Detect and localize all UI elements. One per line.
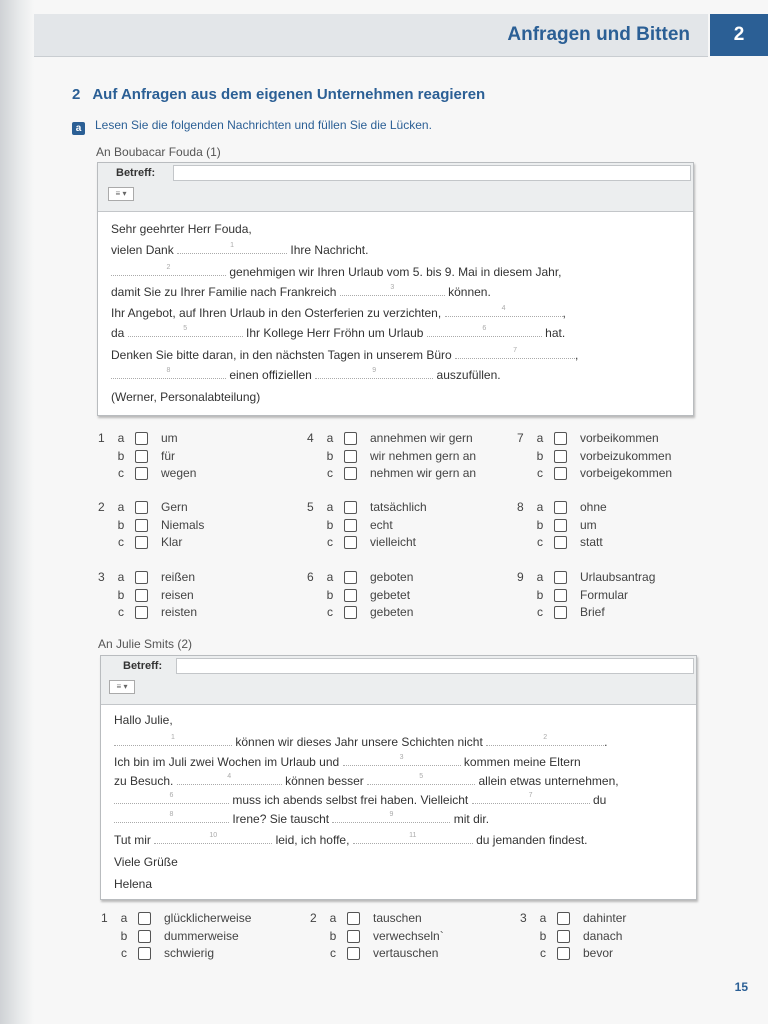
- mail1-question-7: [517, 430, 717, 484]
- mail2-text: .: [604, 735, 608, 749]
- mail2-subject-input[interactable]: [176, 658, 694, 674]
- option-text: vielleicht: [370, 535, 417, 549]
- option-checkbox[interactable]: [138, 912, 151, 925]
- option-checkbox[interactable]: [557, 947, 570, 960]
- option-text: Gern: [161, 500, 188, 514]
- mail1-line7: [111, 368, 501, 382]
- answer-option-b: [517, 448, 717, 465]
- option-checkbox[interactable]: [344, 589, 357, 602]
- mail1-gap-8[interactable]: [111, 368, 226, 379]
- mail1-gap-3[interactable]: [340, 285, 445, 296]
- option-letter: c: [327, 466, 333, 480]
- task-text: Lesen Sie die folgenden Nachrichten und füllen Sie die Lücken.: [95, 118, 432, 132]
- mail2-gap-5[interactable]: [367, 774, 475, 785]
- mail1-gap-4[interactable]: [445, 306, 563, 317]
- mail1-question-5: [307, 499, 507, 553]
- mail2-closing: Viele Grüße: [114, 855, 178, 869]
- option-text: gebetet: [370, 587, 411, 602]
- option-checkbox[interactable]: [344, 450, 357, 463]
- question-number: 4: [307, 431, 314, 445]
- page-number: 15: [734, 980, 748, 994]
- question-number: 3: [520, 911, 527, 925]
- option-checkbox[interactable]: [138, 947, 151, 960]
- mail1-line6: [111, 348, 578, 362]
- option-text: reisten: [161, 605, 198, 619]
- answer-option-b: [517, 587, 717, 604]
- option-text: vorbeigekommen: [580, 466, 673, 480]
- answer-option-c: [517, 534, 717, 551]
- gap-number: 7: [528, 792, 533, 799]
- option-letter: b: [329, 928, 337, 943]
- gap-number: 8: [169, 811, 174, 818]
- mail2-question-2: [310, 910, 510, 964]
- option-letter: c: [118, 466, 124, 480]
- mail1-text: Ihre Nachricht.: [290, 243, 369, 257]
- mail1-text: damit Sie zu Ihrer Familie nach Frankreich: [111, 285, 337, 299]
- mail2-gap-4[interactable]: [177, 774, 282, 785]
- option-text: vorbeikommen: [580, 431, 659, 445]
- option-text: geboten: [370, 570, 414, 584]
- mail2-salutation: Hallo Julie,: [114, 713, 173, 727]
- mail1-text: genehmigen wir Ihren Urlaub vom 5. bis 9. Mai in diesem Jahr,: [229, 265, 562, 279]
- option-checkbox[interactable]: [344, 467, 357, 480]
- mail2-text: du jemanden findest.: [476, 833, 588, 847]
- mail1-question-1: [98, 430, 298, 484]
- answer-option-c: [310, 945, 510, 962]
- option-letter: b: [536, 517, 544, 532]
- option-checkbox[interactable]: [554, 606, 567, 619]
- option-checkbox[interactable]: [554, 467, 567, 480]
- mail2-text: kommen meine Eltern: [463, 755, 581, 769]
- mail1-gap-5[interactable]: [128, 326, 243, 337]
- mail1-line4: [111, 306, 566, 320]
- option-letter: b: [539, 928, 547, 943]
- gap-number: 1: [230, 242, 234, 249]
- mail2-gap-6[interactable]: [114, 793, 229, 804]
- mail1-header: [98, 163, 693, 212]
- answer-option-b: [520, 928, 720, 945]
- gap-number: 8: [166, 367, 171, 374]
- option-checkbox[interactable]: [557, 912, 570, 925]
- mail2-line1: [114, 735, 608, 749]
- mail2-question-1: [101, 910, 301, 964]
- option-checkbox[interactable]: [554, 519, 567, 532]
- option-letter: b: [326, 448, 334, 463]
- option-checkbox[interactable]: [344, 571, 357, 584]
- mail2-gap-1[interactable]: [114, 735, 232, 746]
- answer-option-c: [98, 465, 298, 482]
- option-text: bevor: [583, 946, 614, 960]
- answer-option-b: [310, 928, 510, 945]
- mail1-gap-1[interactable]: [177, 243, 287, 254]
- option-text: Urlaubsantrag: [580, 570, 656, 584]
- option-text: tatsächlich: [370, 500, 427, 514]
- option-letter: a: [117, 431, 125, 445]
- page-header-title: Anfragen und Bitten: [507, 24, 690, 45]
- answer-option-b: [307, 587, 507, 604]
- mail1-text: einen offiziellen: [229, 368, 312, 382]
- answer-option-b: [101, 928, 301, 945]
- mail2-gap-10[interactable]: [154, 833, 272, 844]
- mail1-subject-input[interactable]: [173, 165, 691, 181]
- mail2-text: du: [592, 793, 607, 807]
- option-text: annehmen wir gern: [370, 431, 473, 445]
- option-checkbox[interactable]: [347, 947, 360, 960]
- gap-number: 4: [501, 305, 506, 312]
- mail2-gap-7[interactable]: [472, 793, 590, 804]
- gap-number: 2: [166, 264, 171, 271]
- gap-number: 9: [389, 811, 394, 818]
- mail2-text: muss ich abends selbst frei haben. Vielleicht: [232, 793, 469, 807]
- option-text: schwierig: [164, 946, 215, 960]
- option-text: glücklicherweise: [164, 911, 252, 925]
- mail1-signature: (Werner, Personalabteilung): [111, 390, 261, 404]
- option-checkbox[interactable]: [344, 501, 357, 514]
- mail1-line2: [111, 265, 562, 279]
- mail2-text: Irene? Sie tauscht: [232, 812, 330, 826]
- mail1-line5: [111, 326, 565, 340]
- mail2-format-dropdown[interactable]: ≡ ▾: [109, 680, 135, 694]
- option-letter: c: [540, 946, 546, 960]
- mail1-text: ,: [575, 348, 579, 362]
- option-text: dahinter: [583, 911, 627, 925]
- option-checkbox[interactable]: [557, 930, 570, 943]
- option-text: für: [161, 448, 176, 463]
- mail2-line5: [114, 812, 489, 826]
- answer-option-c: [307, 465, 507, 482]
- question-number: 8: [517, 500, 524, 514]
- mail1-text: vielen Dank: [111, 243, 174, 257]
- answer-option-b: [98, 448, 298, 465]
- option-text: Formular: [580, 587, 629, 602]
- option-checkbox[interactable]: [135, 536, 148, 549]
- gap-number: 1: [171, 734, 175, 741]
- option-text: tauschen: [373, 911, 422, 925]
- answer-option-a: [307, 430, 507, 447]
- option-checkbox[interactable]: [135, 501, 148, 514]
- option-letter: b: [536, 587, 544, 602]
- option-letter: a: [117, 570, 125, 584]
- mail2-text: mit dir.: [453, 812, 490, 826]
- question-number: 5: [307, 500, 314, 514]
- option-letter: a: [326, 500, 334, 514]
- question-number: 9: [517, 570, 524, 584]
- mail2-signature: Helena: [114, 877, 153, 891]
- mail1-question-6: [307, 569, 507, 623]
- answer-option-a: [98, 569, 298, 586]
- mail1-question-3: [98, 569, 298, 623]
- answer-option-a: [307, 569, 507, 586]
- option-text: nehmen wir gern an: [370, 466, 477, 480]
- option-text: verwechseln`: [373, 928, 444, 943]
- option-letter: b: [326, 517, 334, 532]
- mail1-window: [97, 162, 694, 416]
- mail2-header: [101, 656, 696, 705]
- mail1-subject-label: Betreff:: [116, 167, 156, 179]
- option-text: dummerweise: [164, 928, 239, 943]
- option-text: um: [580, 517, 597, 532]
- option-checkbox[interactable]: [554, 501, 567, 514]
- mail2-question-3: [520, 910, 720, 964]
- gap-number: 2: [543, 734, 548, 741]
- book-spine-shadow: [0, 0, 34, 1024]
- option-letter: c: [327, 605, 333, 619]
- option-text: wegen: [161, 466, 197, 480]
- gap-number: 9: [372, 367, 377, 374]
- mail1-line1: [111, 243, 368, 257]
- option-checkbox[interactable]: [344, 536, 357, 549]
- option-checkbox[interactable]: [554, 571, 567, 584]
- answer-option-c: [517, 465, 717, 482]
- option-text: Niemals: [161, 517, 205, 532]
- answer-option-c: [517, 604, 717, 621]
- option-checkbox[interactable]: [554, 450, 567, 463]
- question-number: 1: [98, 431, 105, 445]
- mail2-line6: [114, 833, 588, 847]
- task-instruction: [72, 118, 432, 135]
- option-checkbox[interactable]: [347, 930, 360, 943]
- chapter-number-badge: 2: [710, 14, 768, 56]
- question-number: 2: [98, 500, 105, 514]
- answer-option-b: [517, 517, 717, 534]
- option-text: reißen: [161, 570, 196, 584]
- option-letter: a: [120, 911, 128, 925]
- mail2-gap-8[interactable]: [114, 812, 229, 823]
- gap-number: 11: [409, 832, 417, 839]
- mail2-subject-label: Betreff:: [123, 660, 163, 672]
- mail2-gap-11[interactable]: [353, 833, 473, 844]
- mail2-text: Ich bin im Juli zwei Wochen im Urlaub und: [114, 755, 340, 769]
- option-letter: c: [118, 605, 124, 619]
- question-number: 6: [307, 570, 314, 584]
- option-letter: a: [536, 431, 544, 445]
- mail1-format-dropdown[interactable]: ≡ ▾: [108, 187, 134, 201]
- gap-number: 7: [513, 347, 517, 354]
- mail1-question-2: [98, 499, 298, 553]
- task-a-icon: a: [72, 122, 85, 135]
- option-checkbox[interactable]: [135, 450, 148, 463]
- mail2-text: können besser: [285, 774, 364, 788]
- option-text: reisen: [161, 587, 194, 602]
- section-number: 2: [72, 86, 81, 103]
- option-text: statt: [580, 535, 603, 549]
- option-letter: c: [121, 946, 127, 960]
- answer-option-a: [310, 910, 510, 927]
- section-heading: [72, 86, 485, 103]
- option-checkbox[interactable]: [135, 589, 148, 602]
- mail1-question-8: [517, 499, 717, 553]
- mail2-gap-3[interactable]: [343, 755, 461, 766]
- answer-option-c: [98, 604, 298, 621]
- option-text: vorbeizukommen: [580, 448, 672, 463]
- gap-number: 3: [399, 754, 404, 761]
- option-letter: b: [326, 587, 334, 602]
- mail2-line4: [114, 793, 606, 807]
- option-letter: c: [537, 466, 543, 480]
- option-letter: b: [536, 448, 544, 463]
- option-letter: c: [330, 946, 336, 960]
- question-number: 1: [101, 911, 108, 925]
- answer-option-b: [307, 448, 507, 465]
- option-text: ohne: [580, 500, 607, 514]
- mail1-gap-6[interactable]: [427, 326, 542, 337]
- mail2-text: Tut mir: [114, 833, 151, 847]
- option-text: gebeten: [370, 605, 414, 619]
- option-checkbox[interactable]: [347, 912, 360, 925]
- gap-number: 5: [183, 325, 188, 332]
- answer-option-a: [520, 910, 720, 927]
- answer-option-b: [98, 587, 298, 604]
- answer-option-a: [101, 910, 301, 927]
- mail2-text: allein etwas unternehmen,: [478, 774, 619, 788]
- option-text: vertauschen: [373, 946, 439, 960]
- option-letter: a: [329, 911, 337, 925]
- mail1-text: Ihr Kollege Herr Fröhn um Urlaub: [246, 326, 424, 340]
- gap-number: 6: [169, 792, 174, 799]
- answer-option-a: [517, 499, 717, 516]
- gap-number: 10: [209, 832, 218, 839]
- option-checkbox[interactable]: [135, 467, 148, 480]
- option-letter: c: [327, 535, 333, 549]
- option-checkbox[interactable]: [554, 536, 567, 549]
- option-text: Brief: [580, 605, 605, 619]
- answer-option-c: [98, 534, 298, 551]
- option-letter: a: [539, 911, 547, 925]
- mail1-text: hat.: [545, 326, 566, 340]
- mail1-text: Denken Sie bitte daran, in den nächsten Tagen in unserem Büro: [111, 348, 452, 362]
- option-letter: b: [117, 517, 125, 532]
- option-letter: c: [537, 605, 543, 619]
- option-checkbox[interactable]: [344, 519, 357, 532]
- option-letter: a: [326, 431, 334, 445]
- option-checkbox[interactable]: [135, 519, 148, 532]
- answer-option-a: [98, 499, 298, 516]
- gap-number: 4: [227, 773, 232, 780]
- option-letter: b: [120, 928, 128, 943]
- mail2-gap-9[interactable]: [332, 812, 450, 823]
- option-letter: b: [117, 448, 125, 463]
- answer-option-a: [517, 569, 717, 586]
- option-letter: a: [117, 500, 125, 514]
- option-letter: c: [537, 535, 543, 549]
- mail1-text: da: [111, 326, 125, 340]
- question-number: 2: [310, 911, 317, 925]
- option-checkbox[interactable]: [344, 432, 357, 445]
- question-number: 7: [517, 431, 524, 445]
- option-text: um: [161, 431, 178, 445]
- option-letter: b: [117, 587, 125, 602]
- mail1-text: Ihr Angebot, auf Ihren Urlaub in den Osterferien zu verzichten,: [111, 306, 442, 320]
- mail1-gap-2[interactable]: [111, 265, 226, 276]
- gap-number: 5: [419, 773, 424, 780]
- option-letter: a: [536, 500, 544, 514]
- option-text: wir nehmen gern an: [370, 448, 477, 463]
- option-checkbox[interactable]: [554, 589, 567, 602]
- option-checkbox[interactable]: [135, 606, 148, 619]
- mail2-line2: [114, 755, 581, 769]
- mail1-question-4: [307, 430, 507, 484]
- mail1-line3: [111, 285, 491, 299]
- section-title: Auf Anfragen aus dem eigenen Unternehmen reagieren: [92, 86, 486, 103]
- mail1-recipient: An Boubacar Fouda (1): [96, 145, 221, 159]
- option-letter: a: [536, 570, 544, 584]
- mail1-gap-9[interactable]: [315, 368, 433, 379]
- answer-option-c: [101, 945, 301, 962]
- option-text: echt: [370, 517, 393, 532]
- answer-option-a: [517, 430, 717, 447]
- mail1-text: können.: [448, 285, 491, 299]
- mail2-text: zu Besuch.: [114, 774, 174, 788]
- mail2-window: [100, 655, 697, 900]
- answer-option-b: [98, 517, 298, 534]
- mail1-salutation: Sehr geehrter Herr Fouda,: [111, 222, 252, 236]
- answer-option-c: [307, 604, 507, 621]
- option-letter: c: [118, 535, 124, 549]
- mail2-text: leid, ich hoffe,: [275, 833, 350, 847]
- answer-option-a: [307, 499, 507, 516]
- gap-number: 6: [482, 325, 487, 332]
- answer-option-c: [520, 945, 720, 962]
- option-letter: a: [326, 570, 334, 584]
- mail1-question-9: [517, 569, 717, 623]
- mail2-line3: [114, 774, 619, 788]
- option-checkbox[interactable]: [135, 432, 148, 445]
- mail2-recipient: An Julie Smits (2): [98, 637, 193, 651]
- mail1-text: auszufüllen.: [436, 368, 501, 382]
- mail2-gap-2[interactable]: [486, 735, 604, 746]
- option-checkbox[interactable]: [135, 571, 148, 584]
- option-text: danach: [583, 928, 623, 943]
- answer-option-c: [307, 534, 507, 551]
- answer-option-b: [307, 517, 507, 534]
- mail1-text: ,: [562, 306, 566, 320]
- option-text: Klar: [161, 535, 183, 549]
- option-checkbox[interactable]: [138, 930, 151, 943]
- option-checkbox[interactable]: [344, 606, 357, 619]
- answer-option-a: [98, 430, 298, 447]
- mail2-text: können wir dieses Jahr unsere Schichten nicht: [235, 735, 483, 749]
- gap-number: 3: [390, 284, 395, 291]
- mail1-gap-7[interactable]: [455, 348, 575, 359]
- question-number: 3: [98, 570, 105, 584]
- option-checkbox[interactable]: [554, 432, 567, 445]
